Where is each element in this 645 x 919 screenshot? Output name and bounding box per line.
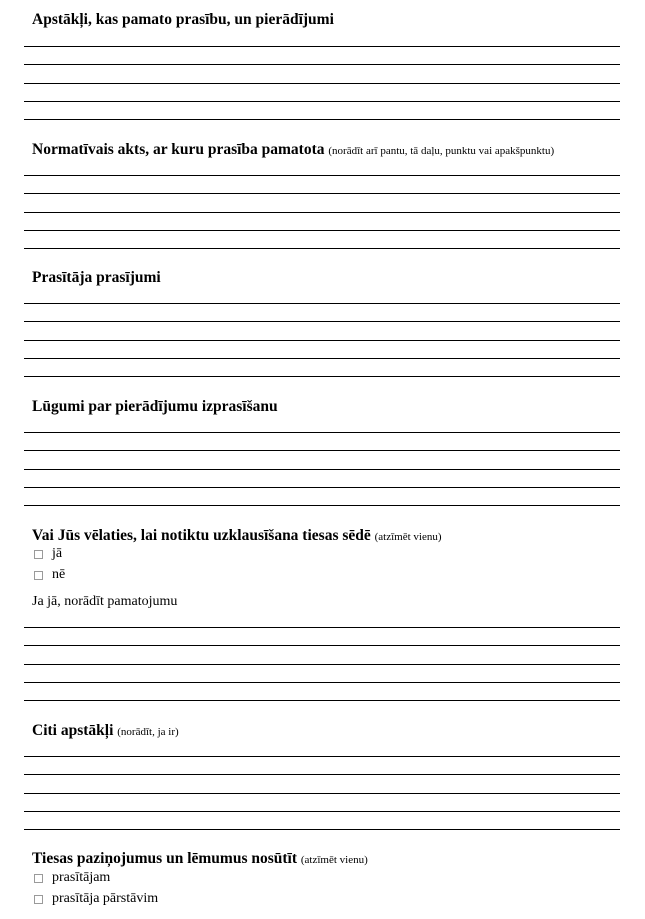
answer-line[interactable] — [24, 645, 620, 646]
answer-line[interactable] — [24, 230, 620, 231]
answer-line[interactable] — [24, 46, 620, 47]
section-note-legal-act: (norādīt arī pantu, tā daļu, punktu vai apakšpunktu) — [328, 145, 555, 157]
hearing-option-yes[interactable] — [34, 545, 62, 563]
answer-line[interactable] — [24, 64, 620, 65]
answer-line[interactable] — [24, 627, 620, 628]
section-note-hearing: (atzīmēt vienu) — [374, 531, 442, 543]
section-title-evidence-requests: Lūgumi par pierādījumu izprasīšanu — [32, 398, 278, 415]
answer-line[interactable] — [24, 450, 620, 451]
answer-line[interactable] — [24, 358, 620, 359]
answer-line[interactable] — [24, 193, 620, 194]
section-title-claims: Prasītāja prasījumi — [32, 269, 161, 286]
notification-option-plaintiff[interactable] — [34, 869, 110, 887]
answer-line[interactable] — [24, 340, 620, 341]
option-label-no: nē — [52, 567, 66, 582]
checkbox-representative[interactable] — [34, 895, 43, 904]
answer-line[interactable] — [24, 487, 620, 488]
option-label-representative: prasītāja pārstāvim — [52, 891, 159, 906]
checkbox-no[interactable] — [34, 571, 43, 580]
hearing-option-no[interactable] — [34, 566, 65, 584]
answer-line[interactable] — [24, 303, 620, 304]
section-note-notifications: (atzīmēt vienu) — [300, 854, 368, 866]
checkbox-plaintiff[interactable] — [34, 874, 43, 883]
checkbox-yes[interactable] — [34, 550, 43, 559]
answer-line[interactable] — [24, 175, 620, 176]
answer-line[interactable] — [24, 83, 620, 84]
answer-line[interactable] — [24, 101, 620, 102]
section-divider — [24, 829, 620, 830]
answer-line[interactable] — [24, 432, 620, 433]
section-title-other: Citi apstākļi (norādīt, ja ir) — [32, 722, 179, 739]
answer-line[interactable] — [24, 793, 620, 794]
section-divider — [24, 700, 620, 701]
section-title-circumstances: Apstākļi, kas pamato prasību, un pierādījumi — [32, 11, 334, 28]
section-note-other: (norādīt, ja ir) — [117, 726, 179, 738]
answer-line[interactable] — [24, 212, 620, 213]
option-label-yes: jā — [52, 546, 63, 561]
section-divider — [24, 376, 620, 377]
answer-line[interactable] — [24, 811, 620, 812]
option-label-plaintiff: prasītājam — [52, 870, 111, 885]
section-title-hearing: Vai Jūs vēlaties, lai notiktu uzklausīšana tiesas sēdē (atzīmēt vienu) — [32, 527, 442, 544]
section-title-legal-act: Normatīvais akts, ar kuru prasība pamatota (norādīt arī pantu, tā daļu, punktu vai apakšpunktu) — [32, 141, 555, 158]
section-divider — [24, 119, 620, 120]
answer-line[interactable] — [24, 664, 620, 665]
answer-line[interactable] — [24, 774, 620, 775]
section-divider — [24, 505, 620, 506]
section-title-notifications: Tiesas paziņojumus un lēmumus nosūtīt (atzīmēt vienu) — [32, 850, 368, 867]
answer-line[interactable] — [24, 682, 620, 683]
answer-line[interactable] — [24, 321, 620, 322]
answer-line[interactable] — [24, 756, 620, 757]
notification-option-representative[interactable] — [34, 890, 158, 908]
answer-line[interactable] — [24, 469, 620, 470]
justification-label: Ja jā, norādīt pamatojumu — [32, 594, 178, 609]
section-divider — [24, 248, 620, 249]
